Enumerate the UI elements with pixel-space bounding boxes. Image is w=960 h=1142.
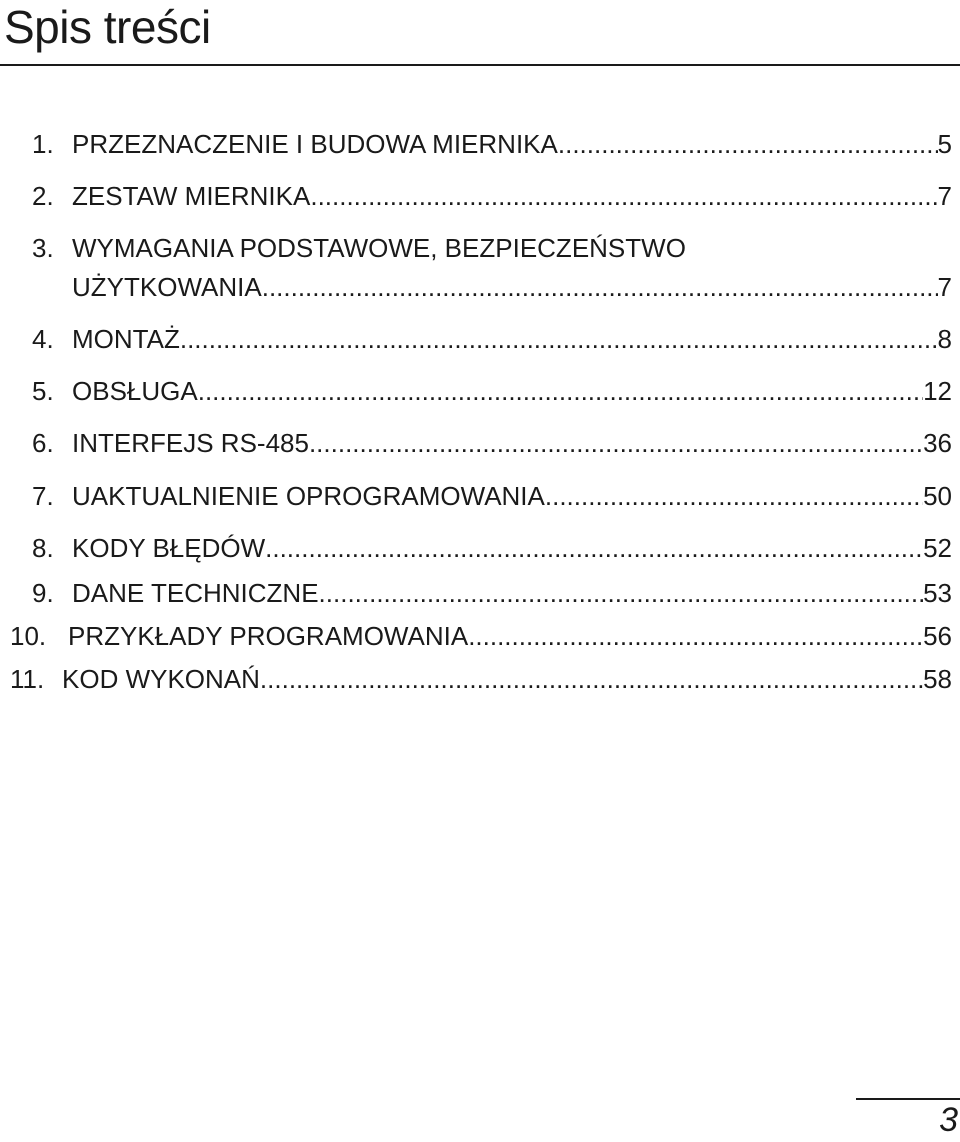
toc-entry-number: 9.	[32, 578, 54, 608]
toc-entry-page: 5	[937, 129, 952, 159]
toc-entry-page: 56	[923, 621, 952, 651]
toc-entry-title: KODY BŁĘDÓW	[72, 533, 266, 563]
toc-entry-8[interactable]	[0, 531, 952, 565]
toc-entry-title: PRZYKŁADY PROGRAMOWANIA	[68, 621, 469, 651]
toc-entry-title: ZESTAW MIERNIKA	[72, 181, 311, 211]
toc-entry-number: 10.	[10, 621, 47, 651]
toc-entry-6[interactable]	[0, 426, 952, 460]
dot-leader	[260, 662, 923, 696]
dot-leader	[262, 270, 938, 304]
page-number: 3	[939, 1101, 958, 1139]
toc-entry-title: UAKTUALNIENIE OPROGRAMOWANIA	[72, 481, 545, 511]
toc-entry-10[interactable]	[0, 619, 952, 653]
toc-entry-number: 6.	[32, 428, 54, 458]
toc-entry-number: 3.	[32, 233, 54, 263]
dot-leader	[198, 374, 923, 408]
page-title: Spis treści	[4, 1, 211, 53]
dot-leader	[468, 619, 923, 653]
toc-entry-page: 52	[923, 533, 952, 563]
toc-entry-2[interactable]	[0, 179, 952, 213]
toc-entry-page: 8	[937, 324, 952, 354]
toc-entry-11[interactable]	[0, 662, 952, 696]
toc-entry-page: 7	[937, 272, 952, 302]
toc-entry-number: 2.	[32, 181, 54, 211]
toc-entry-1[interactable]	[0, 127, 952, 161]
toc-entry-title: MONTAŻ	[72, 324, 180, 354]
toc-entry-title: KOD WYKONAŃ	[62, 664, 260, 694]
toc-entry-page: 58	[923, 664, 952, 694]
toc-entry-page: 50	[923, 481, 952, 511]
dot-leader	[558, 127, 938, 161]
toc-entry-number: 4.	[32, 324, 54, 354]
toc-entry-4[interactable]	[0, 322, 952, 356]
dot-leader	[319, 576, 924, 610]
toc-entry-title: DANE TECHNICZNE	[72, 578, 319, 608]
dot-leader	[180, 322, 938, 356]
toc-entry-number: 1.	[32, 129, 54, 159]
toc-entry-page: 12	[923, 376, 952, 406]
toc-entry-3-line1[interactable]	[0, 231, 952, 265]
toc-entry-title: OBSŁUGA	[72, 376, 198, 406]
toc-entry-9[interactable]	[0, 576, 952, 610]
dot-leader	[265, 531, 923, 565]
dot-leader	[309, 426, 923, 460]
toc-entry-title: UŻYTKOWANIA	[72, 272, 262, 302]
title-divider	[0, 64, 960, 66]
dot-leader	[310, 179, 937, 213]
toc-entry-number: 8.	[32, 533, 54, 563]
dot-leader	[545, 479, 923, 513]
toc-entry-page: 36	[923, 428, 952, 458]
toc-entry-number: 5.	[32, 376, 54, 406]
toc-entry-title: PRZEZNACZENIE I BUDOWA MIERNIKA	[72, 129, 558, 159]
toc-entry-title: INTERFEJS RS-485	[72, 428, 309, 458]
toc-entry-number: 7.	[32, 481, 54, 511]
toc-entry-5[interactable]	[0, 374, 952, 408]
toc-entry-3-line2[interactable]	[0, 270, 952, 304]
toc-entry-title-line1: WYMAGANIA PODSTAWOWE, BEZPIECZEŃSTWO	[72, 233, 686, 263]
toc-entry-page: 53	[923, 578, 952, 608]
toc-entry-page: 7	[937, 181, 952, 211]
toc-entry-number: 11.	[10, 664, 45, 694]
toc-entry-7[interactable]	[0, 479, 952, 513]
